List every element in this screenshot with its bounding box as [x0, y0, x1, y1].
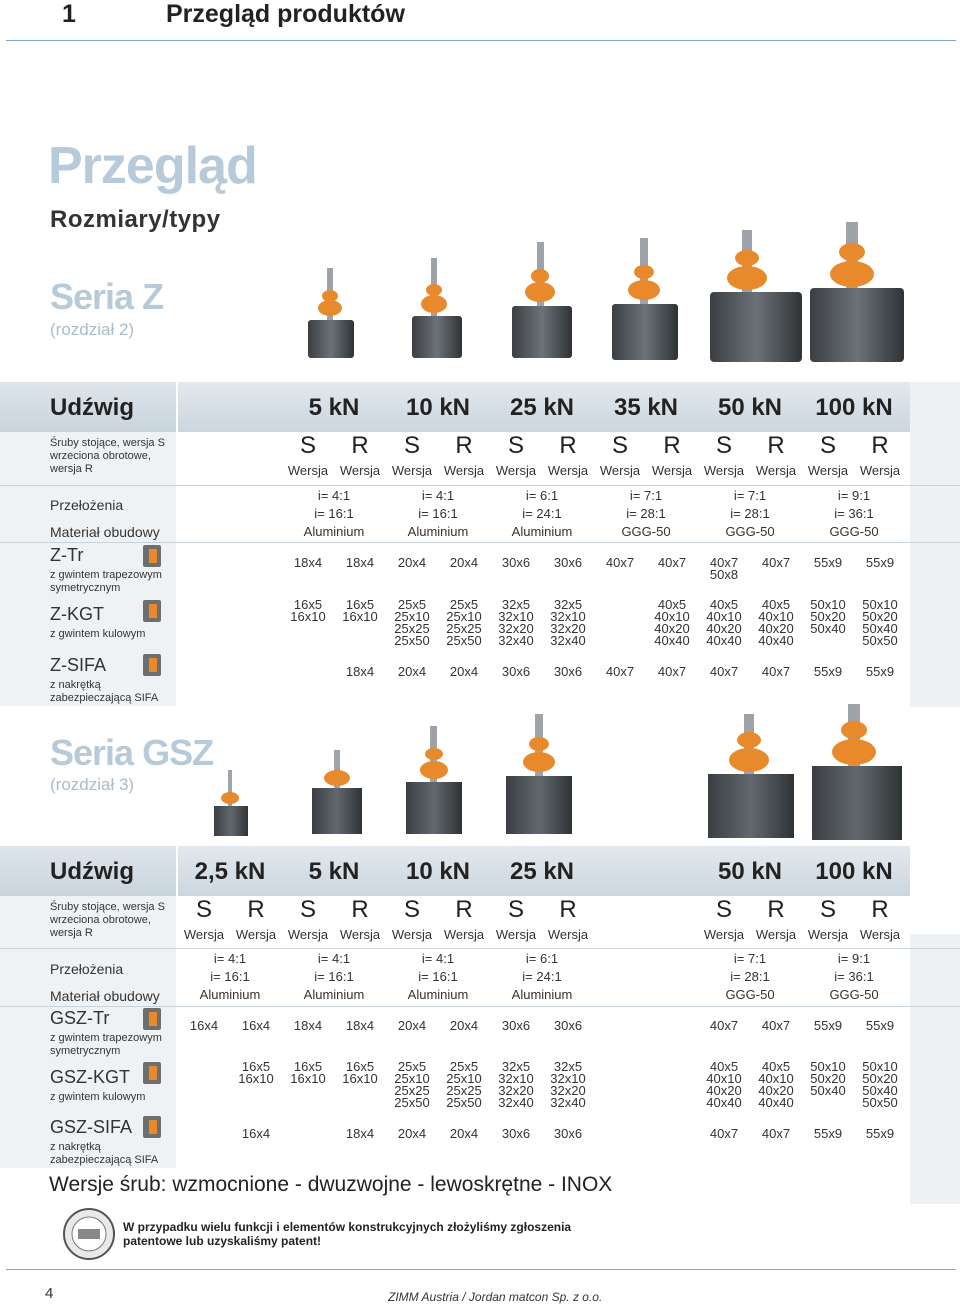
- g-sifa-10: 40x7: [709, 1126, 739, 1141]
- z-tr-4: 30x6: [501, 555, 531, 570]
- gsz-50kn-image: [708, 714, 794, 838]
- gsz-material-label: Materiał obudowy: [50, 988, 160, 1004]
- g-wersja-7: Wersja: [547, 927, 589, 942]
- g-sr-12: S: [819, 896, 836, 923]
- g-tr-3: 18x4: [345, 1018, 375, 1033]
- z-sr-3: R: [455, 432, 473, 459]
- z-sifa-3: 20x4: [449, 664, 479, 679]
- gsz-100kn-image: [812, 704, 902, 840]
- g-sifa-13: 55x9: [865, 1126, 895, 1141]
- g-sifa-12: 55x9: [813, 1126, 843, 1141]
- g-material-5: GGG-50: [725, 987, 775, 1002]
- sifa-nut-icon: [143, 654, 161, 676]
- g-ratio-5-a: i= 7:1: [733, 951, 767, 966]
- z-kgt-8: 40x5 40x10 40x20 40x40: [706, 597, 742, 648]
- z-sr-11: R: [871, 432, 889, 459]
- g-sifa-4: 20x4: [397, 1126, 427, 1141]
- g-tr-13: 55x9: [865, 1018, 895, 1033]
- g-tr-11: 40x7: [761, 1018, 791, 1033]
- g-ratio-2-b: i= 16:1: [418, 969, 458, 984]
- z-capacity-2: 25 kN: [509, 394, 575, 421]
- g-sr-5: R: [455, 896, 473, 923]
- g-capacity-6: 100 kN: [815, 858, 893, 885]
- z-tr-name: Z-Tr: [50, 545, 84, 565]
- z-kgt-name: Z-KGT: [50, 604, 104, 624]
- g-ratio-1-b: i= 16:1: [314, 969, 354, 984]
- patent-note: W przypadku wielu funkcji i elementów konstrukcyjnych złożyliśmy zgłoszenia patentowe lub uzyskaliśmy patent!: [123, 1220, 572, 1248]
- g-ratio-2-a: i= 4:1: [421, 951, 455, 966]
- gsz-kgt-desc: z gwintem kulowym: [50, 1091, 146, 1103]
- z-material-1: Aluminium: [407, 524, 469, 539]
- patent-pending-seal-icon: [62, 1207, 116, 1261]
- series-z-title: Seria Z: [50, 276, 164, 317]
- g-wersja-1: Wersja: [235, 927, 277, 942]
- header-divider: [6, 40, 956, 41]
- g-wersja-6: Wersja: [495, 927, 537, 942]
- series-gsz-product-images: [200, 700, 910, 845]
- z-tr-11: 55x9: [865, 555, 895, 570]
- z-kgt-1: 16x5 16x10: [342, 597, 378, 624]
- g-kgt-5: 25x5 25x10 25x25 25x50: [446, 1059, 482, 1110]
- gsz-5kn-image: [312, 750, 362, 834]
- gsz-ratio-label: Przełożenia: [50, 961, 124, 977]
- z-sr-6: S: [611, 432, 628, 459]
- g-kgt-10: 40x5 40x10 40x20 40x40: [706, 1059, 742, 1110]
- ball-nut-icon: [143, 1062, 161, 1084]
- z-sifa-4: 30x6: [501, 664, 531, 679]
- z-tr-8: 40x7 50x8: [709, 555, 739, 582]
- g-sifa-1: 16x4: [241, 1126, 271, 1141]
- gearbox-35kn-image: [612, 238, 678, 360]
- g-sr-11: R: [767, 896, 785, 923]
- gsz-row-divider: [0, 948, 960, 949]
- z-kgt-0: 16x5 16x10: [290, 597, 326, 624]
- page-title: Przegląd: [48, 137, 257, 195]
- gearbox-50kn-image: [710, 230, 802, 362]
- gsz-sifa-desc: z nakrętką zabezpieczającą SIFA: [50, 1141, 159, 1166]
- g-kgt-7: 32x5 32x10 32x20 32x40: [550, 1059, 586, 1110]
- gsz-sifa-name: GSZ-SIFA: [50, 1117, 133, 1137]
- z-ratio-5-b: i= 36:1: [834, 506, 874, 521]
- z-ratio-0-b: i= 16:1: [314, 506, 354, 521]
- z-material-4: GGG-50: [725, 524, 775, 539]
- g-material-0: Aluminium: [199, 987, 261, 1002]
- z-ratio-2-a: i= 6:1: [525, 488, 559, 503]
- z-wersja-0: Wersja: [287, 463, 329, 478]
- z-kgt-desc: z gwintem kulowym: [50, 628, 146, 640]
- g-wersja-12: Wersja: [807, 927, 849, 942]
- z-sifa-1: 18x4: [345, 664, 375, 679]
- z-tr-10: 55x9: [813, 555, 843, 570]
- z-tr-6: 40x7: [605, 555, 635, 570]
- series-gsz-title: Seria GSZ: [50, 732, 214, 773]
- g-capacity-0: 2,5 kN: [194, 858, 266, 885]
- z-capacity-label: Udźwig: [50, 394, 134, 421]
- gsz-tr-desc: z gwintem trapezowym symetrycznym: [50, 1032, 162, 1057]
- gsz-version-label: Śruby stojące, wersja S wrzeciona obrotowe, wersja R: [50, 901, 165, 939]
- z-capacity-0: 5 kN: [308, 394, 360, 421]
- series-z-subtitle: (rozdział 2): [50, 320, 135, 339]
- gearbox-10kn-image: [412, 258, 462, 358]
- g-kgt-1: 16x5 16x10: [238, 1059, 274, 1086]
- z-tr-0: 18x4: [293, 555, 323, 570]
- g-tr-2: 18x4: [293, 1018, 323, 1033]
- z-capacity-4: 50 kN: [717, 394, 783, 421]
- chapter-title: Przegląd produktów: [166, 0, 405, 28]
- g-capacity-1: 5 kN: [308, 858, 360, 885]
- versions-note: Wersje śrub: wzmocnione - dwuzwojne - lewoskrętne - INOX: [49, 1173, 613, 1196]
- z-tr-desc: z gwintem trapezowym symetrycznym: [50, 569, 162, 594]
- z-tr-7: 40x7: [657, 555, 687, 570]
- z-material-3: GGG-50: [621, 524, 671, 539]
- z-wersja-5: Wersja: [547, 463, 589, 478]
- page-number: 4: [45, 1285, 54, 1302]
- g-tr-1: 16x4: [241, 1018, 271, 1033]
- g-kgt-12: 50x10 50x20 50x40: [810, 1059, 846, 1098]
- z-sr-7: R: [663, 432, 681, 459]
- z-tr-3: 20x4: [449, 555, 479, 570]
- z-wersja-8: Wersja: [703, 463, 745, 478]
- z-wersja-2: Wersja: [391, 463, 433, 478]
- g-sr-2: S: [299, 896, 316, 923]
- z-sr-10: S: [819, 432, 836, 459]
- z-kgt-5: 32x5 32x10 32x20 32x40: [550, 597, 586, 648]
- g-sr-0: S: [195, 896, 212, 923]
- ball-nut-icon: [143, 600, 161, 622]
- z-ratio-5-a: i= 9:1: [837, 488, 871, 503]
- g-capacity-3: 25 kN: [509, 858, 575, 885]
- trapezoidal-nut-icon: [143, 545, 161, 567]
- g-sifa-11: 40x7: [761, 1126, 791, 1141]
- z-tr-1: 18x4: [345, 555, 375, 570]
- z-row-divider-2: [0, 542, 960, 543]
- series-z-product-images: [290, 220, 910, 370]
- g-sr-10: S: [715, 896, 732, 923]
- g-material-3: Aluminium: [511, 987, 573, 1002]
- g-sifa-3: 18x4: [345, 1126, 375, 1141]
- g-tr-10: 40x7: [709, 1018, 739, 1033]
- z-material-5: GGG-50: [829, 524, 879, 539]
- z-kgt-9: 40x5 40x10 40x20 40x40: [758, 597, 794, 648]
- z-sr-4: S: [507, 432, 524, 459]
- g-material-2: Aluminium: [407, 987, 469, 1002]
- z-ratio-4-a: i= 7:1: [733, 488, 767, 503]
- gsz-right-sidebar: [910, 934, 960, 1204]
- z-wersja-10: Wersja: [807, 463, 849, 478]
- z-kgt-3: 25x5 25x10 25x25 25x50: [446, 597, 482, 648]
- g-tr-0: 16x4: [189, 1018, 219, 1033]
- g-wersja-3: Wersja: [339, 927, 381, 942]
- z-sifa-6: 40x7: [605, 664, 635, 679]
- z-wersja-9: Wersja: [755, 463, 797, 478]
- page-subtitle: Rozmiary/typy: [50, 206, 221, 233]
- g-kgt-6: 32x5 32x10 32x20 32x40: [498, 1059, 534, 1110]
- z-sr-0: S: [299, 432, 316, 459]
- z-kgt-10: 50x10 50x20 50x40: [810, 597, 846, 636]
- g-tr-7: 30x6: [553, 1018, 583, 1033]
- z-tr-5: 30x6: [553, 555, 583, 570]
- z-wersja-7: Wersja: [651, 463, 693, 478]
- z-ratio-3-a: i= 7:1: [629, 488, 663, 503]
- g-kgt-2: 16x5 16x10: [290, 1059, 326, 1086]
- g-ratio-3-a: i= 6:1: [525, 951, 559, 966]
- company-name: ZIMM Austria / Jordan matcon Sp. z o.o.: [388, 1290, 603, 1304]
- z-sifa-11: 55x9: [865, 664, 895, 679]
- z-material-label: Materiał obudowy: [50, 524, 160, 540]
- z-sr-8: S: [715, 432, 732, 459]
- z-sifa-7: 40x7: [657, 664, 687, 679]
- sifa-nut-icon: [143, 1116, 161, 1138]
- g-ratio-6-b: i= 36:1: [834, 969, 874, 984]
- z-tr-9: 40x7: [761, 555, 791, 570]
- g-sr-7: R: [559, 896, 577, 923]
- z-sr-5: R: [559, 432, 577, 459]
- z-material-0: Aluminium: [303, 524, 365, 539]
- g-capacity-2: 10 kN: [405, 858, 471, 885]
- z-sr-1: R: [351, 432, 369, 459]
- gearbox-25kn-image: [512, 242, 572, 358]
- g-kgt-13: 50x10 50x20 50x40 50x50: [862, 1059, 898, 1110]
- g-wersja-13: Wersja: [859, 927, 901, 942]
- g-tr-6: 30x6: [501, 1018, 531, 1033]
- z-tr-2: 20x4: [397, 555, 427, 570]
- z-sifa-5: 30x6: [553, 664, 583, 679]
- g-sr-4: S: [403, 896, 420, 923]
- g-sr-13: R: [871, 896, 889, 923]
- g-material-6: GGG-50: [829, 987, 879, 1002]
- z-sr-2: S: [403, 432, 420, 459]
- z-wersja-4: Wersja: [495, 463, 537, 478]
- g-sr-6: S: [507, 896, 524, 923]
- z-ratio-4-b: i= 28:1: [730, 506, 770, 521]
- z-version-label: Śruby stojące, wersja S wrzeciona obrotowe, wersja R: [50, 437, 165, 475]
- g-wersja-2: Wersja: [287, 927, 329, 942]
- g-ratio-5-b: i= 28:1: [730, 969, 770, 984]
- z-ratio-2-b: i= 24:1: [522, 506, 562, 521]
- z-sr-9: R: [767, 432, 785, 459]
- gsz-kgt-name: GSZ-KGT: [50, 1067, 130, 1087]
- z-wersja-6: Wersja: [599, 463, 641, 478]
- gsz-10kn-image: [406, 726, 462, 834]
- g-capacity-5: 50 kN: [717, 858, 783, 885]
- z-capacity-5: 100 kN: [815, 394, 893, 421]
- z-kgt-11: 50x10 50x20 50x40 50x50: [862, 597, 898, 648]
- z-sifa-10: 55x9: [813, 664, 843, 679]
- z-material-2: Aluminium: [511, 524, 573, 539]
- z-row-divider: [0, 485, 960, 486]
- g-sr-3: R: [351, 896, 369, 923]
- z-wersja-1: Wersja: [339, 463, 381, 478]
- g-kgt-11: 40x5 40x10 40x20 40x40: [758, 1059, 794, 1110]
- gsz-capacity-label: Udźwig: [50, 858, 134, 885]
- z-ratio-3-b: i= 28:1: [626, 506, 666, 521]
- z-sifa-2: 20x4: [397, 664, 427, 679]
- z-kgt-4: 32x5 32x10 32x20 32x40: [498, 597, 534, 648]
- g-ratio-6-a: i= 9:1: [837, 951, 871, 966]
- z-sifa-name: Z-SIFA: [50, 655, 107, 675]
- z-kgt-2: 25x5 25x10 25x25 25x50: [394, 597, 430, 648]
- g-wersja-0: Wersja: [183, 927, 225, 942]
- trapezoidal-nut-icon: [143, 1008, 161, 1030]
- g-sr-1: R: [247, 896, 265, 923]
- series-gsz-subtitle: (rozdział 3): [50, 775, 135, 794]
- g-ratio-3-b: i= 24:1: [522, 969, 562, 984]
- gearbox-5kn-image: [308, 268, 354, 358]
- z-ratio-1-a: i= 4:1: [421, 488, 455, 503]
- g-kgt-4: 25x5 25x10 25x25 25x50: [394, 1059, 430, 1110]
- g-ratio-0-a: i= 4:1: [213, 951, 247, 966]
- g-wersja-11: Wersja: [755, 927, 797, 942]
- g-ratio-0-b: i= 16:1: [210, 969, 250, 984]
- z-capacity-1: 10 kN: [405, 394, 471, 421]
- z-sifa-9: 40x7: [761, 664, 791, 679]
- g-ratio-1-a: i= 4:1: [317, 951, 351, 966]
- gsz-row-divider-2: [0, 1006, 960, 1007]
- gsz-2-5kn-image: [214, 770, 248, 836]
- gearbox-100kn-image: [810, 222, 904, 362]
- z-sifa-desc: z nakrętką zabezpieczającą SIFA: [50, 679, 159, 704]
- g-material-1: Aluminium: [303, 987, 365, 1002]
- g-wersja-5: Wersja: [443, 927, 485, 942]
- g-sifa-5: 20x4: [449, 1126, 479, 1141]
- z-capacity-3: 35 kN: [613, 394, 679, 421]
- footer-divider: [6, 1269, 956, 1270]
- g-sifa-6: 30x6: [501, 1126, 531, 1141]
- z-sifa-8: 40x7: [709, 664, 739, 679]
- z-ratio-0-a: i= 4:1: [317, 488, 351, 503]
- gsz-25kn-image: [506, 714, 572, 834]
- z-right-sidebar: [910, 382, 960, 707]
- chapter-number: 1: [62, 0, 76, 28]
- z-wersja-11: Wersja: [859, 463, 901, 478]
- g-tr-12: 55x9: [813, 1018, 843, 1033]
- z-ratio-label: Przełożenia: [50, 497, 124, 513]
- g-wersja-4: Wersja: [391, 927, 433, 942]
- g-kgt-3: 16x5 16x10: [342, 1059, 378, 1086]
- g-tr-4: 20x4: [397, 1018, 427, 1033]
- g-wersja-10: Wersja: [703, 927, 745, 942]
- g-sifa-7: 30x6: [553, 1126, 583, 1141]
- z-ratio-1-b: i= 16:1: [418, 506, 458, 521]
- g-tr-5: 20x4: [449, 1018, 479, 1033]
- gsz-tr-name: GSZ-Tr: [50, 1008, 110, 1028]
- z-kgt-7: 40x5 40x10 40x20 40x40: [654, 597, 690, 648]
- z-wersja-3: Wersja: [443, 463, 485, 478]
